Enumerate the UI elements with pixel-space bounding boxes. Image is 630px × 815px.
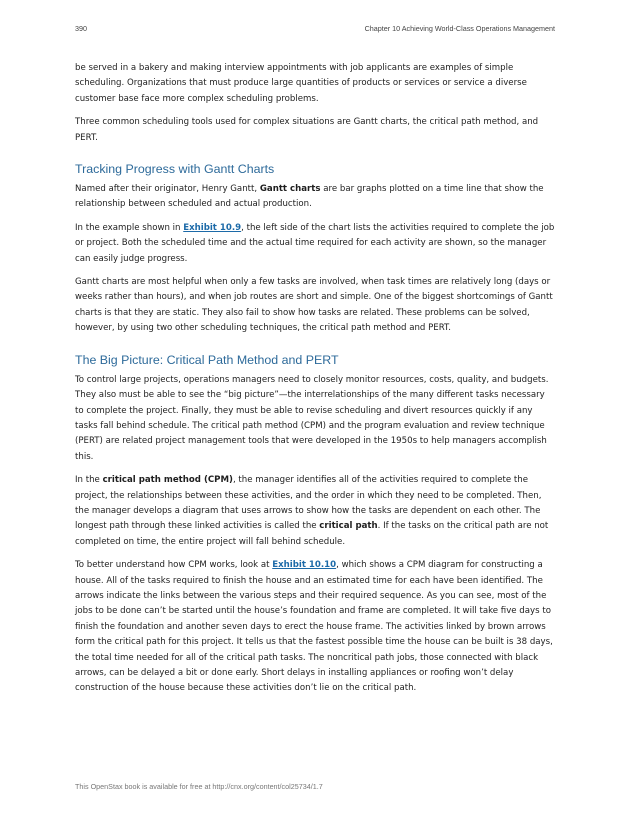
exhibit-10-9-link[interactable]: Exhibit 10.9 — [183, 222, 242, 233]
paragraph: Gantt charts are most helpful when only a few tasks are involved, when task times are relatively long (days or weeks rather than hours), and when job routes are short and simple. One of the biggest shortcomings of Gantt charts is that they are static. They also fail to show how tasks are related. These problems can be solved, however, by using two other scheduling techniques, the critical path method and PERT. — [75, 277, 553, 334]
text-run: Named after their originator, Henry Gantt, — [75, 184, 260, 195]
paragraph: be served in a bakery and making interview appointments with job applicants are examples of simple scheduling. Organizations that must produce large quantities of products or services or service a diverse customer base face more complex scheduling problems. — [75, 63, 527, 104]
text-run: are bar graphs plotted on a time line that show the relationship between scheduled and actual production. — [75, 184, 544, 210]
text-run: . If the tasks on the critical path are not completed on time, the entire project will fall behind schedule. — [75, 521, 549, 547]
text-run: In the — [75, 475, 103, 486]
footer-note: This OpenStax book is available for free at http://cnx.org/content/col25734/1.7 — [75, 782, 323, 791]
text-run: , the manager identifies all of the activities required to complete the project, the relationships between these activities, and the order in which they need to be completed. Then, the manager develops a diagram that uses arrows to show how the tasks are dependent on each other. The longest path through these linked activities is called the — [75, 475, 542, 532]
section-heading-gantt: Tracking Progress with Gantt Charts — [75, 162, 275, 177]
paragraph — [75, 558, 555, 697]
key-term-cpm: critical path method (CPM) — [102, 475, 233, 486]
text-run: , the left side of the chart lists the activities required to complete the job or project. Both the scheduled time and the actual time required for each activity are shown, so the manager can easily judge progress. — [75, 222, 555, 264]
chapter-title: Chapter 10 Achieving World-Class Operations Management — [364, 24, 555, 33]
paragraph — [75, 221, 555, 267]
paragraph — [75, 473, 555, 550]
text-run: , which shows a CPM diagram for constructing a house. All of the tasks required to finish the house and an estimated time for each have been identified. The arrows indicate the links between the various steps and their required sequence. As you can see, most of the jobs to be done can’t be started until the house’s foundation and frame are completed. It will take five days to finish the foundation and another seven days to erect the house frame. The activities linked by brown arrows form the critical path for this project. It tells us that the fastest possible time the house can be built is 38 days, the total time needed for all of the critical path tasks. The noncritical path jobs, those connected with black arrows, can be delayed a bit or done early. Short delays in installing appliances or roofing won’t delay construction of the house because these activities don’t lie on the critical path. — [75, 560, 553, 694]
text-run: To better understand how CPM works, look at — [75, 560, 273, 571]
section-heading-cpm-pert: The Big Picture: Critical Path Method and PERT — [75, 352, 339, 367]
text-run: In the example shown in — [75, 222, 184, 233]
key-term-gantt-charts: Gantt charts — [259, 184, 321, 195]
page-number: 390 — [75, 24, 87, 33]
paragraph — [75, 182, 555, 213]
main-content — [75, 61, 555, 705]
paragraph: Three common scheduling tools used for complex situations are Gantt charts, the critical path method, and PERT. — [75, 117, 539, 143]
paragraph: To control large projects, operations managers need to closely monitor resources, costs, quality, and budgets. They also must be able to see the “big picture”—the interrelationships of the many different tasks necessary to complete the project. Finally, they must be able to revise scheduling and divert resources quickly if any tasks fall behind schedule. The critical path method (CPM) and the program evaluation and review technique (PERT) are related project management tools that were developed in the 1950s to help managers accomplish this. — [75, 374, 549, 462]
key-term-critical-path: critical path — [319, 521, 378, 532]
exhibit-10-10-link[interactable]: Exhibit 10.10 — [272, 560, 337, 571]
